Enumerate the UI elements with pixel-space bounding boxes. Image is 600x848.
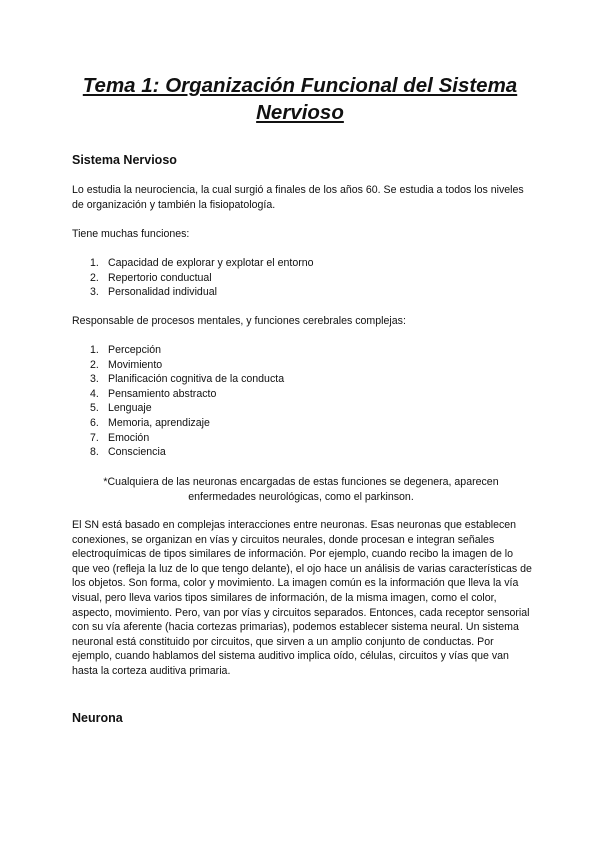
list-item-number: 2. [90,358,99,371]
processes-intro: Responsable de procesos mentales, y funciones cerebrales complejas: [72,315,406,327]
list-item-text: Emoción [108,431,150,444]
section-heading-sistema-nervioso: Sistema Nervioso [72,153,177,167]
processes-list [72,343,284,460]
list-item [72,431,284,446]
list-item-text: Planificación cognitiva de la conducta [108,373,285,386]
intro-paragraph: Lo estudia la neurociencia, la cual surgió a finales de los años 60. Se estudia a todos los niveles de organización y también la fisiopatología. [72,184,524,211]
list-item [72,401,284,416]
list-item-text: Repertorio conductual [108,271,212,284]
list-item [72,271,314,286]
list-item [72,387,284,402]
list-item-text: Percepción [108,344,161,356]
section-heading-neurona: Neurona [72,711,123,725]
list-item-number: 5. [90,402,99,415]
body-paragraph: El SN está basado en complejas interacciones entre neuronas. Esas neuronas que establecen conexiones, se organizan en vías y circuitos neurales, donde procesan e integran señales electroquímicas de tipos similares de información. Por ejemplo, cuando recibo la imagen de lo que veo (refleja la luz de lo que tengo delante), el ojo hace un análisis de varias características de los objetos. Son forma, color y movimiento. La imagen común es la información que lleva la vía visual, pero lleva varios tipos similares de información, de la misma imagen, como el color, aspecto, movimiento. Pero, van por vías y circuitos separados. Entonces, cada receptor sensorial con su vía aferente (hacia cortezas primarias), podemos establecer sistema neural. Un sistema neuronal está constituido por circuitos, que sirven a un amplio conjunto de conductas. Por ejemplo, cuando hablamos del sistema auditivo implica oído, células, circuitos y vías que van hasta la corteza auditiva primaria. [72,519,532,677]
list-item [72,358,284,373]
list-item [72,285,314,300]
functions-intro: Tiene muchas funciones: [72,228,190,240]
list-item-number: 1. [90,257,99,269]
functions-list [72,256,314,300]
list-item [72,256,314,271]
list-item [72,372,284,387]
list-item-number: 3. [90,373,99,386]
list-item-text: Pensamiento abstracto [108,387,217,400]
list-item-text: Personalidad individual [108,286,217,299]
list-item-text: Memoria, aprendizaje [108,416,210,429]
list-item-number: 4. [90,387,99,400]
list-item-number: 1. [90,344,99,356]
list-item-text: Movimiento [108,358,163,371]
list-item [72,343,284,358]
list-item-text: Consciencia [108,446,166,459]
list-item-number: 2. [90,271,99,284]
page-title: Tema 1: Organización Funcional del Sistema Nervioso [82,74,518,124]
list-item-number: 8. [90,446,99,459]
list-item [72,416,284,431]
list-item [72,445,284,460]
list-item-number: 6. [90,416,99,429]
list-item-number: 3. [90,286,99,299]
list-item-text: Lenguaje [108,402,152,415]
degeneration-note: *Cualquiera de las neuronas encargadas de estas funciones se degenera, aparecen enfermedades neurológicas, como el parkinson. [103,476,499,503]
list-item-text: Capacidad de explorar y explotar el entorno [108,257,314,269]
list-item-number: 7. [90,431,99,444]
